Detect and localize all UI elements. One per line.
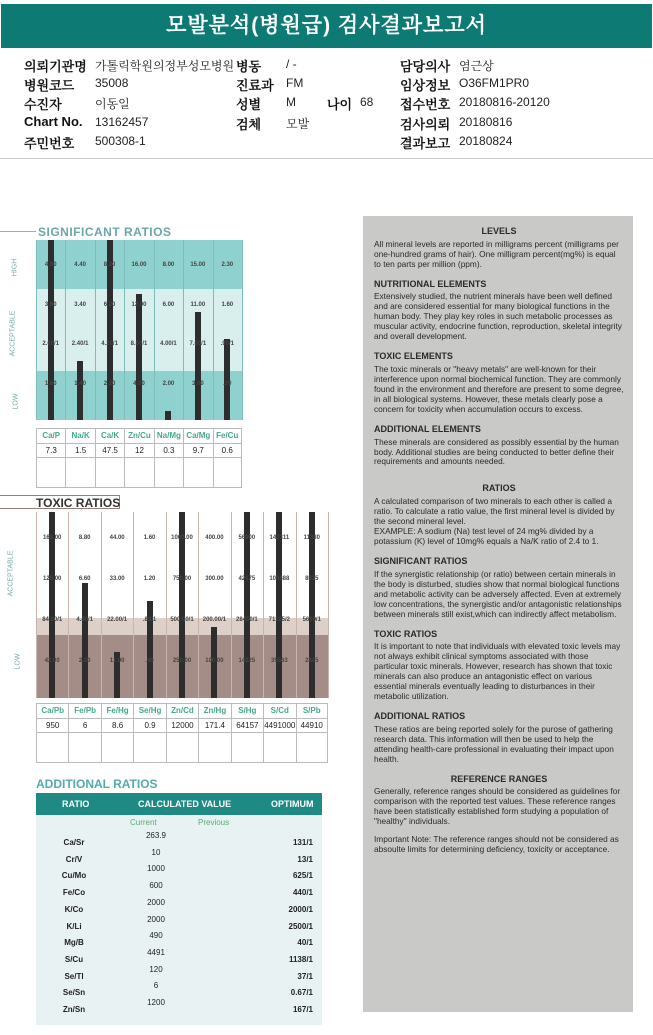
significant-blank-rows	[36, 458, 242, 488]
additional-header	[36, 793, 322, 815]
dept-value: FM	[286, 76, 304, 90]
significant-axis	[0, 240, 36, 410]
tick-label: 4.20/1	[101, 341, 118, 348]
tick-label: 4.40/1	[76, 616, 93, 623]
ratio-name: Se/Sn	[62, 988, 86, 998]
tick-label: 3.60	[44, 301, 57, 308]
ratio-value: 0.3	[154, 444, 183, 458]
tick-label: 7.00/1	[189, 341, 207, 348]
tick-label: 2.20	[78, 657, 91, 664]
blank-cell	[133, 733, 165, 763]
column-divider	[263, 512, 264, 698]
ratio-bar	[195, 312, 201, 420]
tick-label: 16.00	[131, 262, 147, 269]
tick-label: 56900	[238, 535, 256, 542]
tick-label: 250.00	[172, 657, 192, 664]
ward-label: 병동	[236, 59, 262, 74]
ratio-name: Zn/Sn	[62, 1005, 86, 1014]
dept-label: 진료과	[236, 78, 274, 93]
tick-label: 6.60	[78, 575, 91, 582]
axis-high: HIGH	[11, 258, 19, 277]
specimen-value: 모발	[286, 117, 310, 131]
tick-label: 3.40	[74, 301, 86, 308]
category-label: Fe/Hg	[101, 703, 133, 719]
tick-label: 106688	[269, 575, 290, 582]
tick-label: 11.00	[190, 301, 206, 308]
optimum-value: 13/1	[297, 854, 313, 864]
sig-ratios-title: SIGNIFICANT RATIOS	[374, 556, 468, 566]
column-divider	[68, 512, 69, 698]
ratio-value: 9.7	[183, 444, 212, 458]
optimum-value: 37/1	[297, 971, 313, 981]
current-value: 1000	[147, 864, 165, 874]
tick-label: 35563	[270, 657, 288, 664]
category-label: Ca/P	[36, 428, 65, 444]
current-value: 4491	[147, 947, 165, 957]
tick-label: 12.00	[131, 301, 147, 308]
optimum-value: 625/1	[292, 871, 313, 881]
current-value: 600	[149, 881, 163, 891]
tick-label: 2.60/1	[42, 341, 60, 348]
current-value: 263.9	[145, 831, 167, 840]
axis-acceptable: ACCEPTABLE	[9, 310, 17, 357]
column-divider	[36, 240, 37, 420]
ratio-value: 12000	[166, 719, 198, 733]
hospital-code-label: 병원코드	[24, 78, 75, 93]
optimum-value: 131/1	[292, 838, 313, 847]
category-label: Se/Hg	[133, 703, 165, 719]
optimum-value: 2000/1	[288, 904, 313, 914]
recipient-value: 이동일	[95, 97, 130, 111]
receipt-value: 20180816-20120	[459, 95, 550, 109]
blank-cell	[36, 458, 65, 488]
column-divider	[183, 240, 184, 420]
category-label: S/Hg	[231, 703, 263, 719]
toxic-axis-low: LOW	[14, 653, 22, 670]
hospital-code-value: 35008	[95, 76, 129, 90]
tick-label: 2.00	[162, 381, 175, 387]
tick-label: 3.00	[192, 381, 204, 387]
axis-low: LOW	[12, 393, 20, 410]
tick-label: 750.00	[172, 575, 192, 582]
toxic-title: TOXIC RATIOS	[36, 496, 121, 510]
tick-label: 4.00	[133, 381, 145, 387]
tick-label: 2.20	[103, 381, 116, 387]
optimum-value: 2500/1	[288, 921, 313, 931]
category-label: Ca/Pb	[36, 703, 68, 719]
levels-text: All mineral levels are reported in milligrams percent (milligrams per one-hundred grams of hair). One milligram percent(mg%) is equal to ten parts per million (ppm).	[374, 238, 619, 269]
tick-label: 400.00	[205, 535, 224, 542]
ratio-value: 7.3	[36, 444, 65, 458]
significant-title: SIGNIFICANT RATIOS	[38, 225, 172, 239]
current-value: 490	[149, 931, 163, 941]
category-label: Fe/Cu	[213, 428, 242, 444]
ratio-value: 8.6	[101, 719, 133, 733]
ratio-bar	[136, 294, 142, 420]
ratio-value: 171.4	[198, 719, 230, 733]
hospital-value: 가톨릭학원의정부성모병원	[95, 59, 235, 73]
tick-label: 1.40	[74, 381, 86, 387]
tick-label: 14225	[238, 657, 256, 664]
column-divider	[101, 512, 102, 698]
ratio-bar	[147, 601, 153, 698]
tick-label: 8.20	[103, 262, 116, 269]
toxic-categories	[36, 703, 328, 719]
specimen-label: 검체	[236, 117, 262, 132]
category-label: S/Cd	[263, 703, 295, 719]
age-value: 68	[360, 95, 374, 109]
column-divider	[328, 512, 329, 698]
tick-label: 6.00	[162, 301, 175, 308]
blank-cell	[213, 458, 242, 488]
additional-elements-text: These minerals are considered as possibly essential by the human body. Additional studies are being conducted to better define their requirements and amounts needed.	[374, 436, 619, 467]
add-ratios-text: These ratios are being reported solely for the purose of gathering research data. This information will then be used to help the attending health-care professional in evaluating their impact upon health.	[374, 723, 614, 764]
additional-row	[36, 998, 322, 1020]
tick-label: 142311	[269, 535, 290, 542]
ratio-value: 1.5	[65, 444, 94, 458]
ratios-title: RATIOS	[482, 483, 516, 494]
levels-title: LEVELS	[481, 226, 517, 236]
tick-label: 6.20	[103, 301, 116, 308]
tick-label: 2.30	[221, 262, 234, 269]
add-ratios-title: ADDITIONAL RATIOS	[374, 711, 466, 722]
tick-label: 11.00	[109, 657, 125, 664]
current-value: 120	[149, 964, 163, 974]
head-value: CALCULATED VALUE	[138, 799, 232, 809]
info-panel	[363, 216, 633, 1012]
category-label: Ca/Mg	[183, 428, 212, 444]
category-label: S/Pb	[296, 703, 328, 719]
chart-value: 13162457	[95, 115, 149, 129]
ratio-value: 0.6	[213, 444, 242, 458]
tick-label: 300.00	[205, 575, 224, 582]
receipt-label: 접수번호	[400, 97, 451, 112]
ratio-value: 950	[36, 719, 68, 733]
ratio-value: 64157	[231, 719, 263, 733]
current-value: 1200	[147, 998, 165, 1007]
sig-ratios-text: If the synergistic relationship (or ratio) between certain minerals in the body is disturbed, studies show that normal biological functions and metabolic activity can be adversely affected. Even at extremely low concentrations, the synergistic and/or antagonistic relationships between minerals still exist,which can indirectly affect metabolism.	[374, 568, 622, 619]
ratio-bar	[82, 583, 88, 698]
tick-label: 42675	[238, 575, 256, 582]
tick-label: 8535	[305, 575, 319, 582]
clinical-value: O36FM1PR0	[459, 76, 530, 90]
tick-label: 4.00/1	[160, 341, 177, 348]
column-divider	[36, 512, 37, 698]
ratio-name: S/Cu	[64, 954, 84, 964]
blank-cell	[95, 458, 124, 488]
optimum-value: 0.67/1	[290, 988, 313, 998]
column-divider	[133, 512, 134, 698]
current-value: 6	[153, 981, 159, 991]
tick-label: .20	[223, 381, 232, 387]
blank-cell	[231, 733, 263, 763]
ratios-example: EXAMPLE: A sodium (Na) test level of 24 mg% divided by a potassium (K) level of 10mg% equals a Na/K ratio of 2.4 to 1.	[374, 526, 599, 547]
tick-label: 8.80	[78, 535, 91, 542]
column-divider	[213, 240, 214, 420]
column-divider	[124, 240, 125, 420]
head-ratio: RATIO	[62, 799, 90, 809]
ratio-value: 47.5	[95, 444, 124, 458]
current-value: 2000	[147, 897, 165, 907]
toxic-elements-title: TOXIC ELEMENTS	[374, 351, 453, 362]
toxic-values	[36, 719, 328, 733]
hospital-label: 의뢰기관명	[24, 59, 87, 74]
category-label: Fe/Pb	[68, 703, 100, 719]
column-divider	[296, 512, 297, 698]
sex-label: 성별	[236, 97, 262, 112]
tick-label: 22.00/1	[107, 616, 128, 623]
column-divider	[166, 512, 167, 698]
tick-label: 5690/1	[302, 616, 321, 623]
column-divider	[65, 240, 66, 420]
blank-cell	[65, 458, 94, 488]
ratio-value: 4491000	[263, 719, 295, 733]
category-label: Na/Mg	[154, 428, 183, 444]
tick-label: 1.20	[143, 575, 156, 582]
current-value: 2000	[147, 914, 165, 924]
nutritional-title: NUTRITIONAL ELEMENTS	[374, 278, 487, 289]
nutritional-text: Extensively studied, the nutrient minerals have been well defined and are considered essential for many biological functions in the human body. They play key roles in such metabolic processes as muscular activity, endocrine function, reproduction, skeletal integrity and overall development.	[374, 291, 622, 342]
toxic-elements-text: The toxic minerals or "heavy metals" are well-known for their interference upon normal biochemical function. They are commonly found in the environment and therefore are present to some degree, in all biological systems. However, these metals clearly pose a concern for toxicity when accumulation occurs to excess.	[374, 364, 624, 414]
significant-values	[36, 444, 242, 458]
category-label: Zn/Cu	[124, 428, 153, 444]
toxic-axis-acceptable: ACCEPTABLE	[7, 550, 15, 597]
clinical-label: 임상정보	[400, 78, 451, 93]
ratio-value: 44910	[296, 719, 328, 733]
current-value: 10	[151, 847, 161, 857]
ratio-name: Se/Tl	[64, 971, 84, 981]
tick-label: 500.00/1	[170, 616, 194, 623]
toxic-axis	[0, 515, 36, 705]
toxic-blank-rows	[36, 733, 328, 763]
tick-label: 126.00	[43, 575, 62, 582]
significant-chart	[36, 240, 242, 420]
report-title: 모발분석(병원급) 검사결과보고서	[1, 4, 652, 48]
ratio-value: 6	[68, 719, 100, 733]
request-value: 20180816	[459, 115, 513, 129]
tick-label: 8.00/1	[130, 341, 148, 348]
category-label: Zn/Hg	[198, 703, 230, 719]
blank-cell	[263, 733, 295, 763]
ratio-bar	[224, 339, 230, 420]
tick-label: .40	[145, 657, 154, 664]
additional-table	[36, 793, 322, 1025]
doctor-label: 담당의사	[400, 59, 451, 74]
report-value: 20180824	[459, 134, 513, 148]
tick-label: 44.00	[109, 535, 125, 542]
id-value: 500308-1	[95, 134, 146, 148]
toxic-ratios-title: TOXIC RATIOS	[374, 628, 438, 639]
blank-cell	[166, 733, 198, 763]
request-label: 검사의뢰	[400, 117, 451, 132]
report-label: 결과보고	[400, 136, 451, 151]
age-label: 나이	[327, 97, 353, 112]
blank-cell	[183, 458, 212, 488]
blank-cell	[101, 733, 133, 763]
blank-cell	[68, 733, 100, 763]
tick-label: 168.00	[43, 535, 62, 542]
tick-label: 71125/2	[268, 616, 291, 623]
tick-label: 42.00	[44, 657, 60, 664]
tick-label: 11380	[303, 535, 320, 542]
chart-label: Chart No.	[24, 114, 83, 129]
tick-label: 84.00/1	[42, 616, 63, 623]
additional-title: ADDITIONAL RATIOS	[36, 777, 158, 791]
tick-label: 8.00	[162, 262, 175, 269]
category-label: Zn/Cd	[166, 703, 198, 719]
blank-cell	[124, 458, 153, 488]
ratio-name: Cr/V	[65, 854, 83, 864]
tick-label: 1.60	[143, 535, 156, 542]
sub-current: Current	[130, 818, 157, 827]
tick-label: 1.60	[221, 301, 234, 308]
blank-cell	[198, 733, 230, 763]
significant-categories	[36, 428, 242, 444]
id-label: 주민번호	[24, 136, 75, 151]
toxic-chart	[36, 512, 328, 698]
tick-label: 100.00	[205, 657, 224, 664]
ratio-name: K/Li	[66, 921, 82, 931]
ratio-name: Mg/B	[64, 938, 84, 948]
tick-label: 200.00/1	[202, 616, 227, 623]
tick-label: 2.40/1	[71, 341, 89, 348]
sub-previous: Previous	[198, 818, 230, 827]
tick-label: .80/1	[142, 616, 157, 623]
category-label: Na/K	[65, 428, 94, 444]
patient-info	[0, 54, 653, 154]
tick-label: .90/1	[220, 341, 234, 348]
recipient-label: 수진자	[24, 97, 62, 112]
ratio-name: Cu/Mo	[61, 871, 87, 881]
sex-value: M	[286, 95, 296, 109]
ratio-bar	[165, 411, 171, 420]
column-divider	[95, 240, 96, 420]
ratio-name: K/Co	[64, 904, 84, 914]
tick-label: 15.00	[190, 262, 206, 269]
ratio-value: 12	[124, 444, 153, 458]
optimum-value: 40/1	[297, 938, 313, 948]
doctor-value: 염근상	[459, 59, 494, 73]
ward-value: / -	[286, 57, 297, 71]
significant-rule	[0, 231, 36, 232]
tick-label: 4.40	[74, 262, 86, 269]
ratio-name: Fe/Co	[62, 888, 86, 898]
optimum-value: 1138/1	[288, 954, 313, 964]
tick-label: 4.60	[44, 262, 57, 269]
tick-label: 2845	[305, 657, 319, 664]
blank-cell	[296, 733, 328, 763]
important-note: Important Note: The reference ranges should not be considered as absoulte limits for determining deficiency, toxicity or acceptance.	[374, 834, 619, 855]
reference-title: REFERENCE RANGES	[450, 773, 548, 784]
column-divider	[231, 512, 232, 698]
ratios-text: A calculated comparison of two minerals to each other is called a ratio. To calculate a ratio value, the first mineral level is divided by the second mineral level.	[374, 496, 615, 527]
head-optimum: OPTIMUM	[271, 799, 314, 809]
toxic-ratios-text: It is important to note that individuals with elevated toxic levels may not always exhibit clinical symptoms associated with those particular toxic minerals. However, research has shown that toxic minerals can also produce an antagonistic effect on various essential minerals eventually leading to disturbances in their metabolic utilization.	[374, 641, 621, 702]
tick-label: 28450/1	[236, 616, 258, 623]
category-label: Ca/K	[95, 428, 124, 444]
header-divider	[0, 158, 653, 159]
column-divider	[242, 240, 243, 420]
reference-text: Generally, reference ranges should be considered as guidelines for comparison with the reported test values. These reference ranges have been statistically established form studying a population of "healthy" individuals.	[374, 786, 621, 827]
optimum-value: 167/1	[292, 1005, 313, 1014]
ratio-value: 0.9	[133, 719, 165, 733]
tick-label: 33.00	[109, 575, 125, 582]
tick-label: 1.60	[44, 381, 57, 387]
blank-cell	[36, 733, 68, 763]
ratio-bar	[77, 361, 83, 420]
optimum-value: 440/1	[292, 888, 313, 898]
ratio-name: Ca/Sr	[63, 838, 85, 847]
additional-elements-title: ADDITIONAL ELEMENTS	[374, 423, 481, 434]
blank-cell	[154, 458, 183, 488]
column-divider	[198, 512, 199, 698]
tick-label: 1000.00	[171, 535, 193, 542]
column-divider	[154, 240, 155, 420]
